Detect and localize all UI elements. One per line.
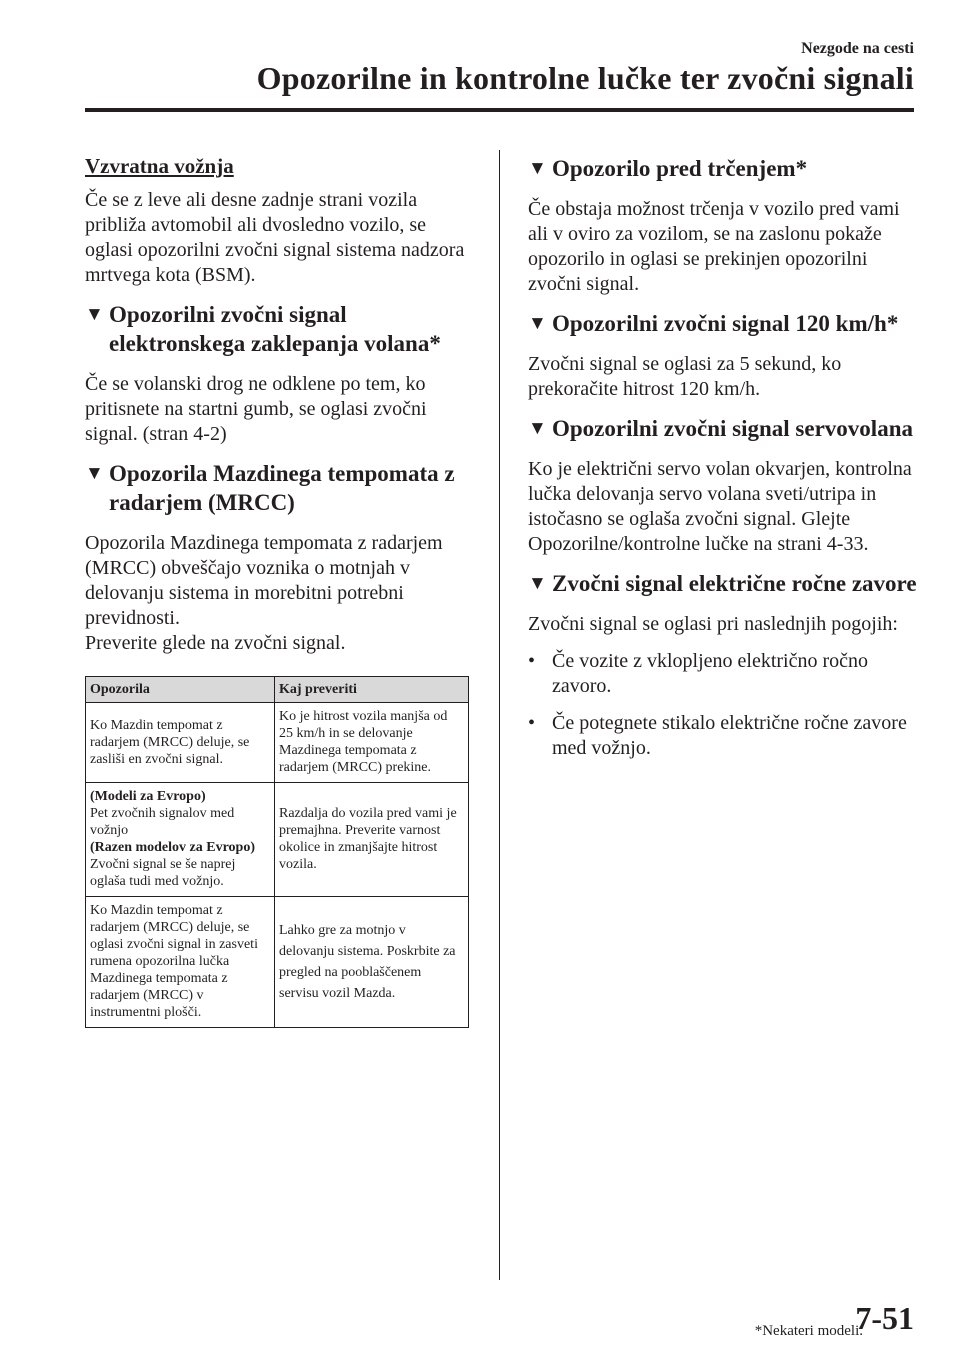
footnote: *Nekateri modeli.: [754, 1323, 863, 1339]
triangle-down-icon: ▼: [85, 463, 104, 484]
table-header-row: [86, 677, 469, 703]
table-header-warnings: Opozorila: [86, 677, 275, 703]
table-row: [86, 783, 469, 897]
mrcc-body: Opozorila Mazdinega tempomata z radarjem (MRCC) obveščajo voznika o motnjah v delovanju sistema in morebitni potrebni previdnosti.: [85, 532, 443, 629]
triangle-down-icon: ▼: [528, 313, 547, 334]
bullet-icon: •: [528, 650, 536, 672]
speed-heading: [528, 309, 918, 338]
table-row: [86, 897, 469, 1028]
column-divider: [499, 150, 500, 1280]
table-row: [86, 703, 469, 783]
page-number: 7-51: [855, 1300, 914, 1336]
parking-brake-heading: [528, 569, 918, 598]
collision-body: Če obstaja možnost trčenja v vozilo pred vami ali v oviro za vozilom, se na zaslonu pokaže opozorilo in oglasi se prekinjen opozorilni zvočni signal.: [528, 198, 900, 295]
mrcc-heading-text: Opozorila Mazdinega tempomata z radarjem (MRCC): [109, 461, 455, 515]
table-header-check: Kaj preveriti: [275, 677, 469, 703]
chapter-label: Nezgode na cesti: [801, 40, 914, 57]
bullet-icon: •: [528, 712, 536, 734]
europe-models-text: Pet zvočnih signalov med vožnjo: [90, 806, 235, 838]
mrcc-heading: [85, 459, 469, 517]
table-cell-warning: Ko Mazdin tempomat z radarjem (MRCC) deluje, se oglasi zvočni signal in zasveti rumena opozorilna lučka Mazdinega tempomata z radarjem (MRCC) v instrumentni plošči.: [86, 897, 275, 1028]
power-steering-heading: [528, 414, 918, 443]
power-steering-body: Ko je električni servo volan okvarjen, kontrolna lučka delovanja servo volana sveti/utripa in istočasno se oglaša zvočni signal. Glejte Opozorilne/kontrolne lučke na strani 4-33.: [528, 458, 912, 555]
list-item-text: Če potegnete stikalo električne ročne zavore med vožnjo.: [552, 712, 907, 759]
other-models-text: Zvočni signal se še naprej oglaša tudi med vožnjo.: [90, 857, 236, 889]
table-cell-check: Lahko gre za motnjo v delovanju sistema. Poskrbite za pregled na pooblaščenem servisu vozil Mazda.: [275, 897, 469, 1028]
table-cell-warning: Ko Mazdin tempomat z radarjem (MRCC) deluje, se zasliši en zvočni signal.: [86, 703, 275, 783]
triangle-down-icon: ▼: [528, 158, 547, 179]
table-cell-check: Razdalja do vozila pred vami je premajhna. Preverite varnost okolice in zmanjšajte hitrost vozila.: [275, 783, 469, 897]
collision-heading: [528, 154, 918, 183]
parking-brake-intro: Zvočni signal se oglasi pri naslednjih pogojih:: [528, 613, 898, 635]
header-rule: [85, 108, 914, 112]
mrcc-warning-table: [85, 676, 469, 1028]
triangle-down-icon: ▼: [85, 304, 104, 325]
triangle-down-icon: ▼: [528, 573, 547, 594]
power-steering-heading-text: Opozorilni zvočni signal servovolana: [552, 416, 913, 441]
speed-heading-text: Opozorilni zvočni signal 120 km/h*: [552, 311, 899, 336]
collision-heading-text: Opozorilo pred trčenjem*: [552, 156, 808, 181]
mrcc-body-2: Preverite glede na zvočni signal.: [85, 632, 346, 654]
list-item: [528, 711, 918, 761]
reverse-heading: Vzvratna vožnja: [85, 154, 234, 178]
steering-lock-heading: [85, 300, 469, 358]
left-column: [85, 150, 469, 1028]
europe-models-label: (Modeli za Evropo): [90, 789, 206, 804]
steering-lock-heading-text: Opozorilni zvočni signal elektronskega zaklepanja volana*: [109, 302, 441, 356]
reverse-body: Če se z leve ali desne zadnje strani vozila približa avtomobil ali dvosledno vozilo, se oglasi opozorilni zvočni signal sistema nadzora mrtvega kota (BSM).: [85, 189, 465, 286]
other-models-label: (Razen modelov za Evropo): [90, 840, 255, 855]
speed-body: Zvočni signal se oglasi za 5 sekund, ko prekoračite hitrost 120 km/h.: [528, 353, 842, 400]
list-item-text: Če vozite z vklopljeno električno ročno zavoro.: [552, 650, 869, 697]
table-cell-warning: [86, 783, 275, 897]
right-column: [528, 150, 918, 773]
parking-brake-conditions: [528, 649, 918, 761]
triangle-down-icon: ▼: [528, 418, 547, 439]
list-item: [528, 649, 918, 699]
table-cell-check: Ko je hitrost vozila manjša od 25 km/h in se delovanje Mazdinega tempomata z radarjem (MRCC) prekine.: [275, 703, 469, 783]
page-title: Opozorilne in kontrolne lučke ter zvočni signali: [256, 60, 914, 96]
steering-lock-body: Če se volanski drog ne odklene po tem, ko pritisnete na startni gumb, se oglasi zvočni signal. (stran 4-2): [85, 373, 427, 445]
parking-brake-heading-text: Zvočni signal električne ročne zavore: [552, 571, 917, 596]
